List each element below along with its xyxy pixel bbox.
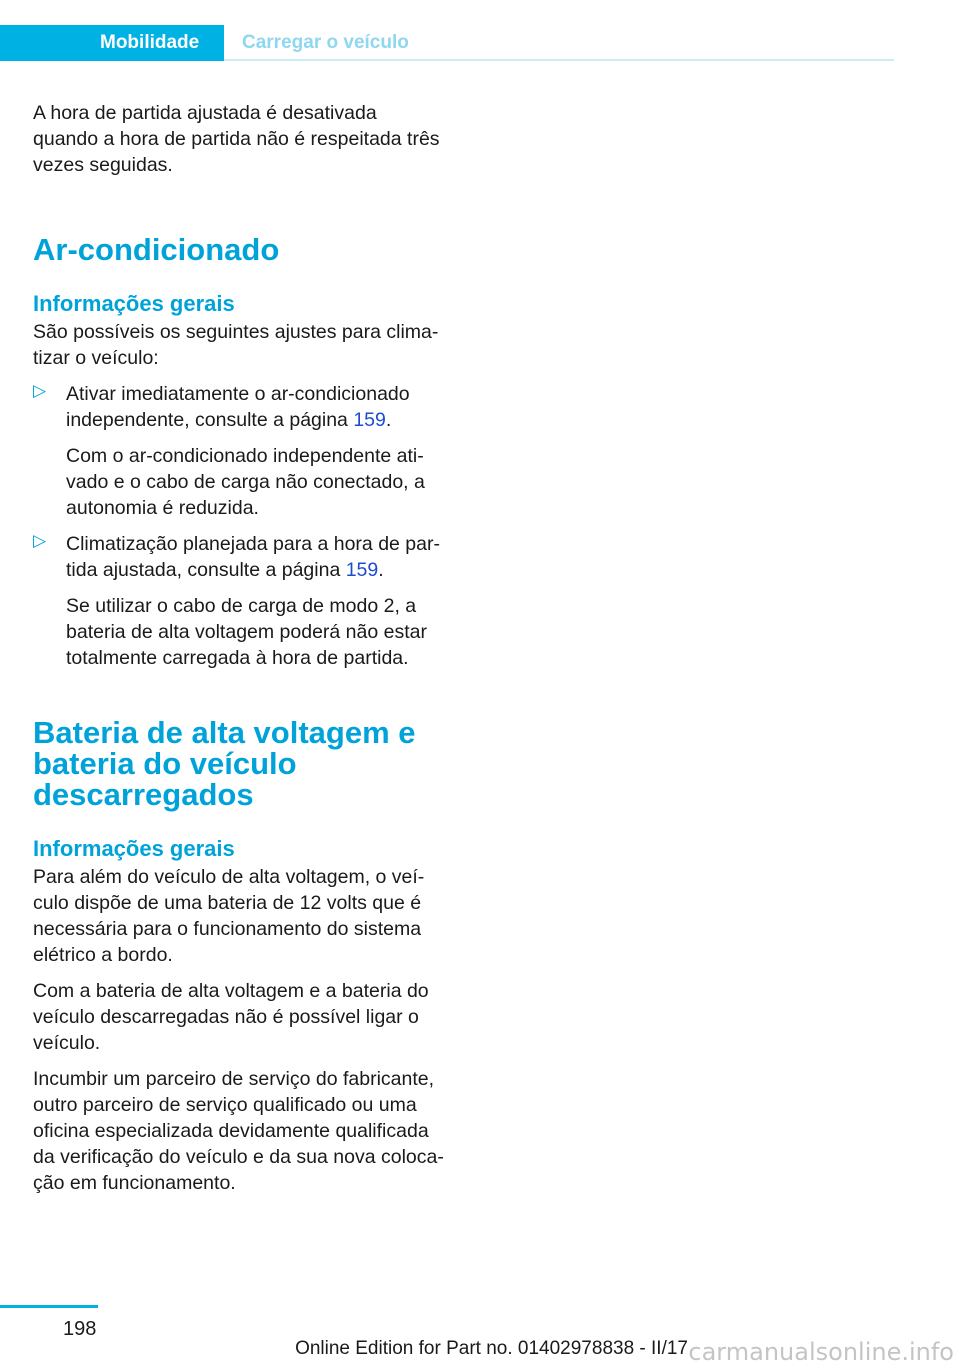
- battery-paragraph-1: Para além do veículo de alta voltagem, o veí-culo dispõe de uma bateria de 12 volts que é necessária para o funcionamento do sistema elétrico a bordo.: [33, 866, 425, 966]
- triangle-bullet-icon: ▷: [33, 381, 47, 400]
- list-item: ▷ Climatização planejada para a hora de par-tida ajustada, consulte a página 159. Se utilizar o cabo de carga de modo 2, a bateria de alta voltagem poderá não estar totalmente carregada à hora de partida.: [33, 531, 447, 671]
- list-item-text: Climatização planejada para a hora de par-tida ajustada, consulte a página: [66, 533, 440, 581]
- ac-heading: Ar-condicionado: [33, 232, 280, 267]
- battery-subheading: Informações gerais: [33, 836, 235, 861]
- list-item-text: Ativar imediatamente o ar-condicionado independente, consulte a página: [66, 383, 410, 431]
- list-item: ▷ Ativar imediatamente o ar-condicionado independente, consulte a página 159. Com o ar-condicionado independente ati-vado e o cabo de carga não conectado, a autonomia é reduzida.: [33, 381, 447, 521]
- page-content: [33, 100, 447, 1196]
- footer-rule: [0, 1305, 98, 1308]
- ac-intro: São possíveis os seguintes ajustes para clima-tizar o veículo:: [33, 321, 439, 369]
- watermark: carmanualsonline.info: [688, 1338, 954, 1366]
- ac-subheading: Informações gerais: [33, 291, 235, 316]
- list-item-note: Se utilizar o cabo de carga de modo 2, a bateria de alta voltagem poderá não estar totalmente carregada à hora de partida.: [66, 595, 427, 669]
- page-link[interactable]: 159: [345, 559, 379, 581]
- header-section-tab: Mobilidade: [0, 25, 224, 61]
- edition-note: Online Edition for Part no. 01402978838 - II/17: [295, 1338, 688, 1359]
- page-number: 198: [63, 1318, 97, 1340]
- battery-paragraph-2: Com a bateria de alta voltagem e a bateria do veículo descarregadas não é possível ligar o veículo.: [33, 980, 429, 1054]
- header-chapter-tab: Carregar o veículo: [224, 25, 894, 61]
- intro-paragraph: A hora de partida ajustada é desativada quando a hora de partida não é respeitada três vezes seguidas.: [33, 102, 440, 176]
- triangle-bullet-icon: ▷: [33, 531, 47, 550]
- page-link[interactable]: 159: [353, 409, 386, 431]
- list-item-note: Com o ar-condicionado independente ati-vado e o cabo de carga não conectado, a autonomia é reduzida.: [66, 445, 425, 519]
- battery-paragraph-3: Incumbir um parceiro de serviço do fabricante, outro parceiro de serviço qualificado ou uma oficina especializada devidamente qualificada da verificação do veículo e da sua nova coloca-ção em funcionamento.: [33, 1068, 444, 1194]
- battery-heading: Bateria de alta voltagem e bateria do veículo descarregados: [33, 715, 416, 812]
